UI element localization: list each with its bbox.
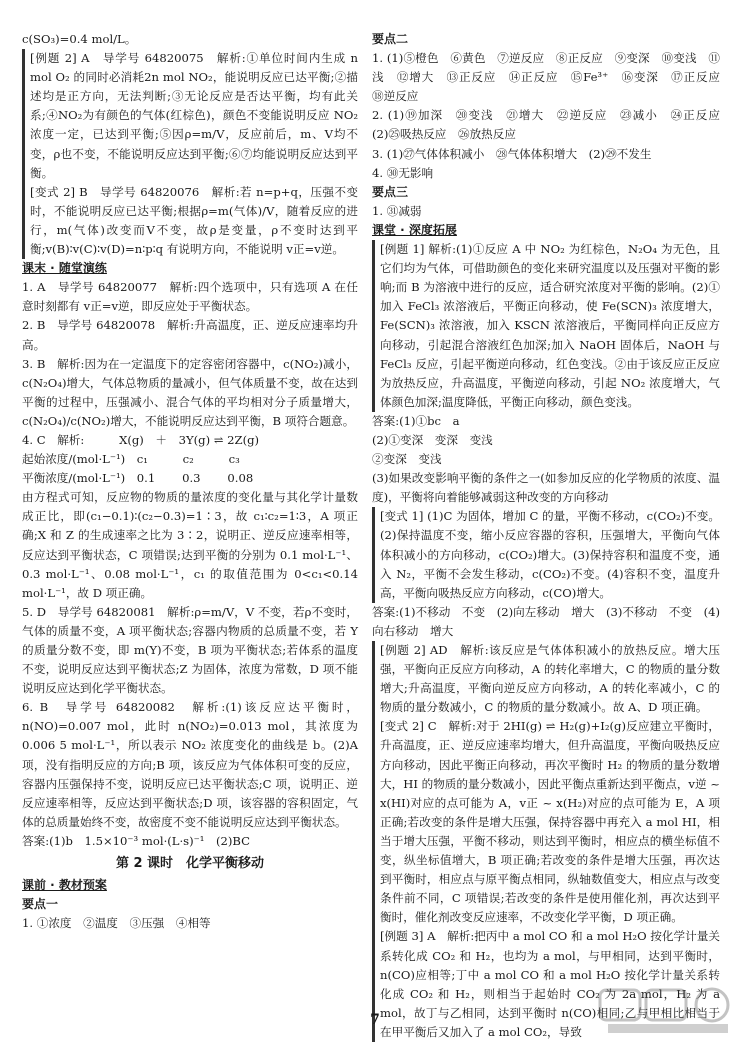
right-paragraph: 要点三	[372, 184, 409, 199]
left-paragraph: 课末 · 随堂演练	[22, 261, 107, 276]
left-paragraph: 要点一	[22, 897, 59, 912]
right-paragraph: 答案:(1)①bc a	[372, 413, 460, 428]
right-paragraph: 2. (1)⑲加深 ⑳变浅 ㉑增大 ㉒逆反应 ㉓减小 ㉔正反应 (2)㉕吸热反应 ㉖放热反应	[372, 108, 732, 142]
right-paragraph: 1. (1)⑤橙色 ⑥黄色 ⑦逆反应 ⑧正反应 ⑨变深 ⑩变浅 ⑪浅 ⑫增大 ⑬正反应 ⑭正反应 ⑮Fe³⁺ ⑯变深 ⑰正反应 ⑱逆反应	[372, 51, 732, 104]
right-paragraph: [变式 2] C 解析:对于 2HI(g) ⇌ H₂(g)+I₂(g)反应建立平衡时，升高温度，正、逆反应速率均增大，但升高温度，平衡向吸热反应方向移动，因此平衡正向移动，再次平衡时 H₂ 的物质的量分数增大，HI 的物质的量分数减小，因此平衡点重新达到平衡点，v逆 ~ x(HI)对应的点可能为 A，v正 ~ x(H₂)对应的点可能为 E，A 项正确;若改变的条件是增大压强，保持容器中再充入 a mol HI，相当于增大压强，平衡不移动，则达到平衡时，相应点的横坐标值不变，纵坐标值增大，B 项正确;若改变的条件是增大压强，再次达到平衡时，相应点与原平衡点相同，纵轴数值变大，相应点与改变条件前不同，C 项错误;若改变的条件是使用催化剂，再次达到平衡时，催化剂改变反应速率，不改变化学平衡，D 项正确。	[372, 717, 720, 927]
page-number: 7	[370, 1012, 380, 1028]
right-paragraph: 答案:(1)不移动 不变 (2)向左移动 增大 (3)不移动 不变 (4)向右移动 增大	[372, 604, 720, 638]
left-paragraph: c(SO₃)=0.4 mol/L。	[22, 32, 137, 46]
left-paragraph: 2. B 导学号 64820078 解析:升高温度，正、逆反应速率均升高。	[22, 318, 358, 352]
right-paragraph: 课堂 · 深度拓展	[372, 222, 457, 237]
right-paragraph: [例题 2] AD 解析:该反应是气体体积减小的放热反应。增大压强，平衡向正反应方向移动，A 的转化率增大，C 的物质的量分数增大;升高温度，平衡向逆反应方向移动，A 的转化率减小，C 的物质的量分数减小，C 的物质的量分数减小。故 A、D 项正确。	[372, 641, 720, 717]
right-paragraph: (3)如果改变影响平衡的条件之一(如参加反应的化学物质的浓度、温度)，平衡将向着能够减弱这种改变的方向移动	[372, 471, 720, 505]
left-paragraph: 1. ①浓度 ②温度 ③压强 ④相等	[22, 916, 211, 931]
left-paragraph: 4. C 解析: X(g) ＋ 3Y(g) ⇌ 2Z(g)	[22, 432, 260, 447]
left-paragraph: 6. B 导学号 64820082 解析:(1)该反应达平衡时，n(NO)=0.007 mol，此时 n(NO₂)=0.013 mol，其浓度为 0.006 5 mol·L⁻¹，所以表示 NO₂ 浓度变化的曲线是 b。(2)A 项，没有指明反应的方向;B 项，该反应为气体体积可变的反应，容器内压强保持不变，说明反应已达平衡状态;C 项，说明正、逆反应速率相等，反应达到平衡状态;D 项，该容器的容积固定，气体的总质量始终不变，故密度不变不能说明反应达到平衡状态。	[22, 700, 358, 829]
right-paragraph: 1. ㉛减弱	[372, 203, 422, 218]
left-paragraph: 由方程式可知，反应物的物质的量浓度的变化量与其化学计量数成正比，即(c₁−0.1)∶(c₂−0.3)=1∶3，故 c₁∶c₂=1∶3，A 项正确;X 和 Z 的生成速率之比为 3∶2，说明正、逆反应速率相等，反应达到平衡状态，C 项错误;达到平衡的分别为 0.1 mol·L⁻¹、0.3 mol·L⁻¹、0.08 mol·L⁻¹，c₁ 的取值范围为 0<c₁<0.14 mol·L⁻¹，故 D 项正确。	[22, 490, 358, 600]
right-paragraph: [例题 3] A 解析:把丙中 a mol CO 和 a mol H₂O 按化学计量关系转化成 CO₂ 和 H₂，也均为 a mol，与甲相同，达到平衡时，n(CO)应相等;丁中 a mol CO 和 a mol H₂O 按化学计量关系转化成 CO₂ 和 H₂，则相当于起始时 CO₂ 为 2a mol，H₂ 为 a mol，故丁与乙相同，达到平衡时 n(CO)相同;乙与甲相比相当于在甲平衡后又加入了 a mol CO₂，导致	[372, 927, 720, 1042]
left-paragraph: [变式 2] B 导学号 64820076 解析:若 n=p+q，压强不变时，不能说明反应已达平衡;根据ρ=m(气体)/V，随着反应的进行，m(气体)改变而V不变，故ρ是变量，ρ不变时达到平衡;v(B)∶v(C)∶v(D)=n∶p∶q 有说明方向，不能说明 v正=v逆。	[22, 183, 358, 259]
watermark-logo-icon	[598, 986, 738, 1036]
left-paragraph: 3. B 解析:因为在一定温度下的定容密闭容器中，c(NO₂)减小，c(N₂O₄)增大，气体总物质的量减小，但气体质量不变，故在达到平衡的过程中，压强减小、混合气体的平均相对分子质量增大，c(N₂O₄)/c(NO₂)增大，不能说明反应达到平衡，B 项符合题意。	[22, 356, 358, 428]
right-paragraph: 3. (1)㉗气体体积减小 ㉘气体体积增大 (2)㉙不发生	[372, 146, 652, 161]
right-column	[372, 30, 732, 1042]
right-paragraph: [变式 1] (1)C 为固体，增加 C 的量，平衡不移动，c(CO₂)不变。(2)保持温度不变，缩小反应容器的容积，压强增大，平衡向气体体积减小的方向移动，c(CO₂)增大。(3)保持容积和温度不变，通入 N₂，平衡不会发生移动，c(CO₂)不变。(4)容积不变，温度升高，平衡向吸热反应方向移动，c(CO)增大。	[372, 507, 720, 602]
left-column	[22, 30, 358, 933]
right-paragraph: ②变深 变浅	[372, 452, 442, 467]
left-paragraph: 平衡浓度/(mol·L⁻¹) 0.1 0.3 0.08	[22, 471, 254, 486]
right-paragraph: [例题 1] 解析:(1)①反应 A 中 NO₂ 为红棕色，N₂O₄ 为无色，且它们均为气体，可借助颜色的变化来研究温度以及压强对平衡的影响;而 B 为溶液中进行的反应，适合研究浓度对平衡的影响。(2)①加入 FeCl₃ 浓溶液后，平衡正向移动，使 Fe(SCN)₃ 浓度增大，Fe(SCN)₃ 浓溶液，加入 KSCN 浓溶液后，平衡同样向正反应方向移动，引起混合溶液红色加深;加入 NaOH 固体后，NaOH 与 FeCl₃ 反应，引起平衡逆向移动，红色变浅。②由于该反应正反应为放热反应，升高温度，平衡逆向移动，引起 NO₂ 浓度增大，气体颜色加深;温度降低，平衡正向移动，颜色变浅。	[372, 240, 720, 412]
left-paragraph: [例题 2] A 导学号 64820075 解析:①单位时间内生成 n mol O₂ 的同时必消耗2n mol NO₂，能说明反应已达平衡;②描述均是正方向，无法判断;③无论反应是否达平衡，均有此关系;④NO₂为有颜色的气体(红棕色)，颜色不变能说明反应 NO₂ 浓度一定，已达到平衡;⑤因ρ=m/V，反应前后，m、V均不变，ρ也不变，不能说明反应达到平衡;⑥⑦均能说明反应达到平衡。	[22, 49, 358, 183]
left-paragraph: 课前 · 教材预案	[22, 878, 107, 893]
left-paragraph: 1. A 导学号 64820077 解析:四个选项中，只有选项 A 在任意时刻都有 v正=v逆，即反应处于平衡状态。	[22, 280, 358, 314]
left-paragraph: 答案:(1)b 1.5×10⁻³ mol·(L·s)⁻¹ (2)BC	[22, 833, 251, 848]
right-paragraph: 要点二	[372, 32, 409, 46]
left-paragraph: 第 2 课时 化学平衡移动	[115, 856, 265, 872]
right-paragraph: 4. ㉚无影响	[372, 165, 434, 180]
left-paragraph: 5. D 导学号 64820081 解析:ρ=m/V，V 不变，若ρ不变时，气体的质量不变，A 项平衡状态;容器内物质的总质量不变，若 Y 的质量分数不变，即 m(Y)不变，B 项为平衡状态;若体系的温度不变，说明反应达到平衡状态;Z 为固体，浓度为常数，D 项不能说明反应达到化学平衡状态。	[22, 604, 358, 696]
right-paragraph: (2)①变深 变深 变浅	[372, 432, 493, 447]
left-paragraph: 起始浓度/(mol·L⁻¹) c₁ c₂ c₃	[22, 452, 240, 467]
